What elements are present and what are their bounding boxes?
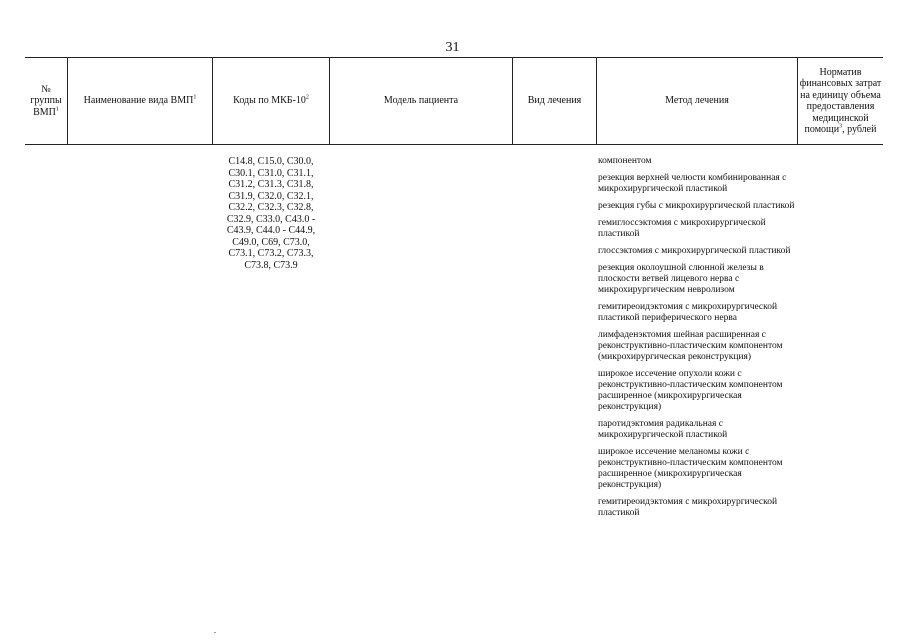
- icd-codes-line: C32.2, C32.3, C32.8,: [228, 202, 314, 213]
- icd-codes-line: C49.0, C69, C73.0,: [232, 236, 310, 248]
- header-cost-norm: [798, 58, 883, 144]
- icd-codes-line: C31.2, C31.3, C31.8,: [228, 179, 314, 190]
- header-treatment-type: [513, 58, 596, 144]
- treatment-method-item: широкое иссечение меланомы кожи с реконструктивно-пластическим компонентом расширенное (микрохирургическая реконструкция): [598, 447, 783, 490]
- header-patient-model-text: Модель пациента: [383, 95, 459, 107]
- header-icd-codes-text: Коды по МКБ-10: [233, 95, 306, 107]
- icd-codes-cell: [213, 156, 329, 271]
- treatment-method-item: резекция околоушной слюнной железы в плоскости ветвей лицевого нерва с микрохирургическим невролизом: [598, 263, 764, 295]
- scan-speck: [214, 632, 216, 633]
- header-cost-norm-text: Норматив финансовых затрат на единицу объема предоставления медицинской помощи: [799, 66, 882, 135]
- treatment-method-item: паротидэктомия радикальная с микрохирургической пластикой: [598, 419, 728, 440]
- header-treatment-method: [597, 58, 797, 144]
- icd-codes-line: C43.9, C44.0 - C44.9,: [226, 225, 316, 236]
- header-patient-model: [330, 58, 512, 144]
- icd-codes-line: C32.9, C33.0, C43.0 -: [226, 213, 316, 225]
- header-treatment-method-text: Метод лечения: [665, 95, 729, 107]
- header-cost-norm-unit: , рублей: [842, 124, 877, 135]
- header-vmp-name-text: Наименование вида ВМП: [83, 95, 194, 107]
- icd-codes-line: C73.8, C73.9: [244, 259, 298, 271]
- header-group-number: [25, 58, 67, 144]
- treatment-method-item: широкое иссечение опухоли кожи с реконструктивно-пластическим компонентом расширенное (микрохирургическая реконструкция): [598, 369, 783, 412]
- footnote-ref: 1: [55, 106, 59, 113]
- treatment-method-item: резекция верхней челюсти комбинированная с микрохирургической пластикой: [598, 173, 787, 194]
- footnote-ref: 1: [193, 94, 197, 101]
- icd-codes-line: C30.1, C31.0, C31.1,: [228, 167, 314, 179]
- header-bottom-rule: [25, 144, 883, 145]
- treatment-method-item: гемиглоссэктомия с микрохирургической пластикой: [598, 218, 766, 239]
- treatment-method-item: лимфаденэктомия шейная расширенная с реконструктивно-пластическим компонентом (микрохирургическая реконструкция): [598, 330, 783, 362]
- header-group-number-text: № группы ВМП: [30, 83, 62, 118]
- treatment-method-item: глоссэктомия с микрохирургической пластикой: [598, 246, 791, 256]
- treatment-methods-list: [598, 156, 798, 525]
- icd-codes-line: C73.1, C73.2, C73.3,: [228, 248, 314, 259]
- footnote-ref: 2: [305, 94, 309, 101]
- treatment-method-item: компонентом: [598, 156, 652, 166]
- icd-codes-line: C14.8, C15.0, C30.0,: [228, 156, 314, 167]
- header-icd-codes: [213, 58, 329, 144]
- icd-codes-line: C31.9, C32.0, C32.1,: [228, 190, 314, 202]
- treatment-method-item: резекция губы с микрохирургической пластикой: [598, 201, 795, 211]
- treatment-method-item: гемитиреоидэктомия с микрохирургической пластикой периферического нерва: [598, 302, 778, 323]
- header-vmp-name: [68, 58, 212, 144]
- footnote-ref: 3: [839, 123, 843, 130]
- treatment-method-item: гемитиреоидэктомия с микрохирургической пластикой: [598, 497, 778, 518]
- header-treatment-type-text: Вид лечения: [527, 95, 582, 107]
- page-number: 31: [445, 40, 460, 55]
